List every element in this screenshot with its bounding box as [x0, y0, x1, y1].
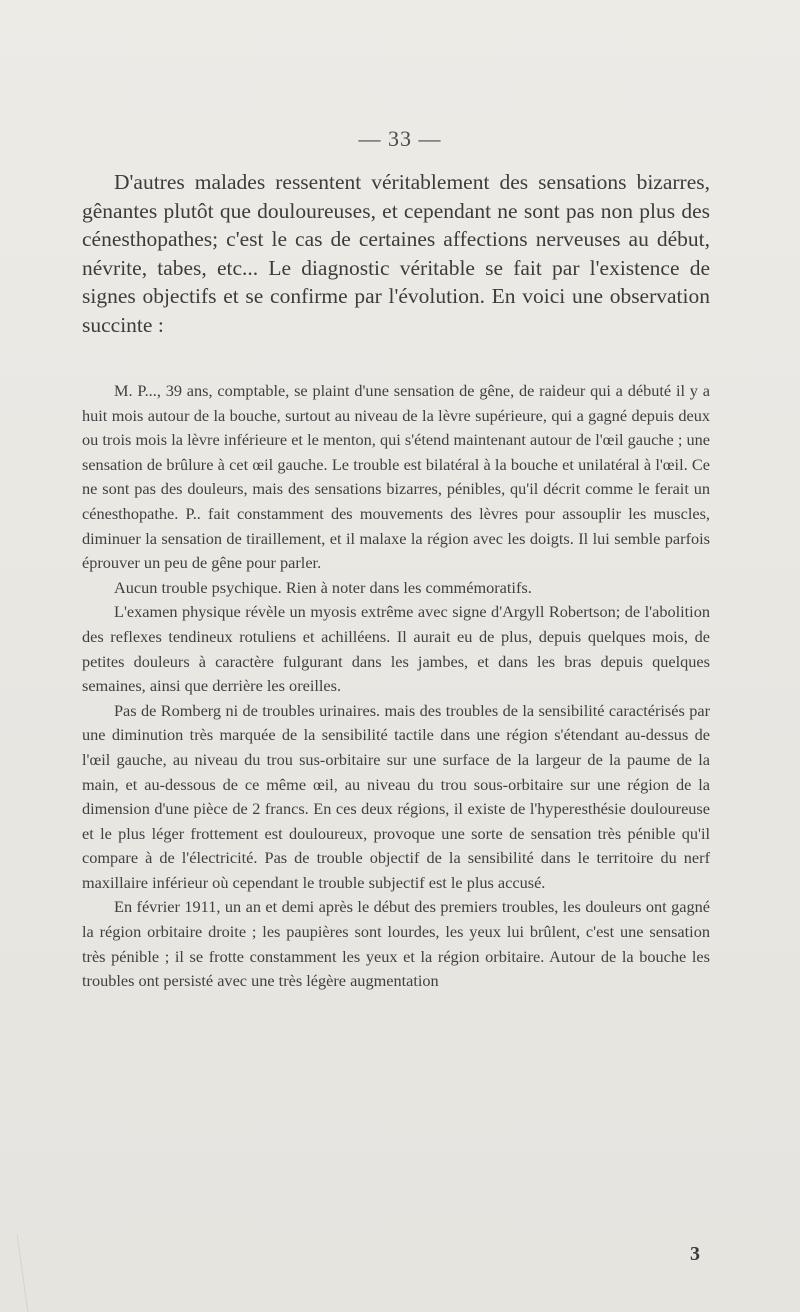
- observation-paragraph-1: M. P..., 39 ans, comptable, se plaint d'une sensation de gêne, de raideur qui a débuté il y a huit mois autour de la bouche, surtout au niveau de la lèvre supérieure, qui a gagné depuis deux ou trois mois la lèvre inférieure et le menton, qui s'étend maintenant autour de l'œil gauche ; une sensation de brûlure à cet œil gauche. Le trouble est bilatéral à la bouche et unilatéral à l'œil. Ce ne sont pas des douleurs, mais des sensations bizarres, pénibles, qu'il décrit comme le ferait un cénesthopathe. P.. fait constamment des mouvements des lèvres pour assouplir les muscles, diminuer la sensation de tiraillement, et il malaxe la région avec les doigts. Il lui semble parfois éprouver un peu de gêne pour parler.: [82, 381, 710, 573]
- page-edge-shadow: [0, 1235, 28, 1312]
- observation-paragraph-5: En février 1911, un an et demi après le début des premiers troubles, les douleurs ont gagné la région orbitaire droite ; les paupières sont lourdes, les yeux lui brûlent, c'est une sensation très pénible ; il se frotte constamment les yeux et la région orbitaire. Autour de la bouche les troubles ont persisté avec une très légère augmentation: [82, 897, 710, 991]
- page-number: — 33 —: [358, 126, 442, 151]
- observation-paragraph-2: Aucun trouble psychique. Rien à noter dans les commémoratifs.: [114, 577, 532, 597]
- signature-mark: 3: [690, 1243, 700, 1265]
- observation-text: [82, 379, 710, 994]
- intro-paragraph: D'autres malades ressentent véritablement des sensations bizarres, gênantes plutôt que douloureuses, et cependant ne sont pas non plus des cénesthopathes; c'est le cas de certaines affections nerveuses au début, névrite, tabes, etc... Le diagnostic véritable se fait par l'existence de signes objectifs et se confirme par l'évolution. En voici une observation succinte :: [82, 170, 710, 337]
- observation-paragraph-4: Pas de Romberg ni de troubles urinaires. mais des troubles de la sensibilité caractérisés par une diminution très marquée de la sensibilité tactile dans une région s'étendant au-dessus de l'œil gauche, au niveau du trou sus-orbitaire sur une surface de la largeur de la paume de la main, et au-dessous de ce même œil, au niveau du trou sous-orbitaire sur une région de la dimension d'une pièce de 2 francs. En ces deux régions, il existe de l'hyperesthésie douloureuse et le plus léger frottement est douloureux, provoque une sorte de sensation très pénible qu'il compare à de l'électricité. Pas de trouble objectif de la sensibilité dans le territoire du nerf maxillaire inférieur où cependant le trouble subjectif est le plus accusé.: [82, 700, 710, 892]
- observation-paragraph-3: L'examen physique révèle un myosis extrême avec signe d'Argyll Robertson; de l'abolition des reflexes tendineux rotuliens et achilléens. Il aurait eu de plus, depuis quelques mois, de petites douleurs à caractère fulgurant dans les jambes, et dans les bras depuis quelques semaines, ainsi que derrière les oreilles.: [82, 602, 710, 696]
